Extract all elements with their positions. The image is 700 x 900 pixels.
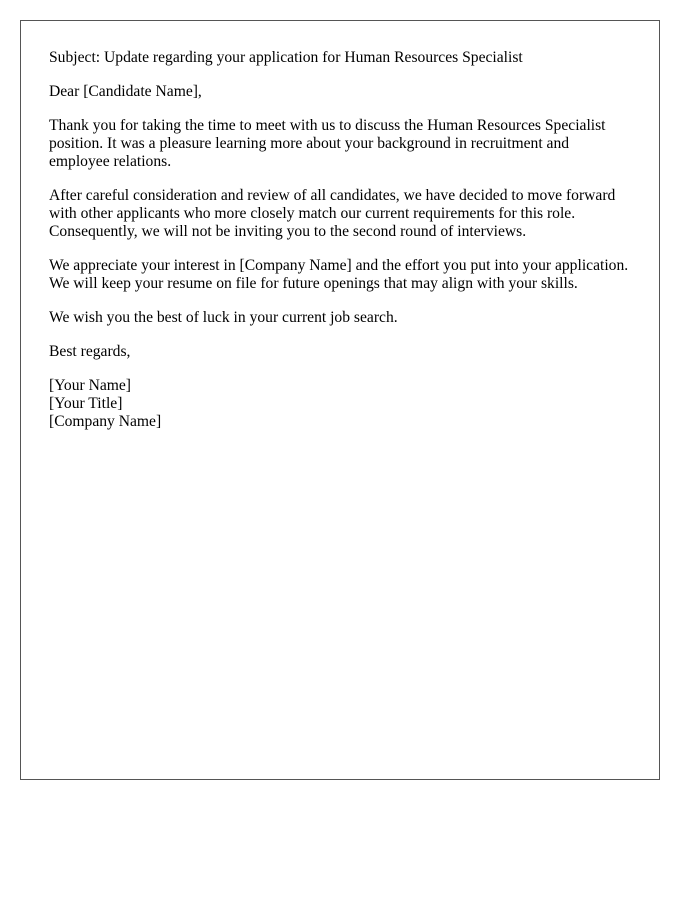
signature-name: [Your Name] bbox=[49, 377, 132, 394]
letter-paragraph-3: We appreciate your interest in [Company Name] and the effort you put into your application. We will keep your resume on file for future openings that may align with your skills. bbox=[49, 257, 629, 292]
letter-subject: Subject: Update regarding your application for Human Resources Specialist bbox=[49, 49, 523, 66]
letter-page bbox=[20, 20, 660, 780]
letter-signature bbox=[49, 377, 631, 431]
signature-company: [Company Name] bbox=[49, 413, 162, 430]
signature-title: [Your Title] bbox=[49, 395, 123, 412]
letter-paragraph-1: Thank you for taking the time to meet with us to discuss the Human Resources Specialist position. It was a pleasure learning more about your background in recruitment and employee relations. bbox=[49, 117, 606, 170]
letter-paragraph-2: After careful consideration and review of all candidates, we have decided to move forward with other applicants who more closely match our current requirements for this role. Consequently, we will not be inviting you to the second round of interviews. bbox=[49, 187, 616, 240]
letter-greeting: Dear [Candidate Name], bbox=[49, 83, 202, 100]
letter-paragraph-4: We wish you the best of luck in your current job search. bbox=[49, 309, 398, 326]
letter-closing: Best regards, bbox=[49, 343, 131, 360]
